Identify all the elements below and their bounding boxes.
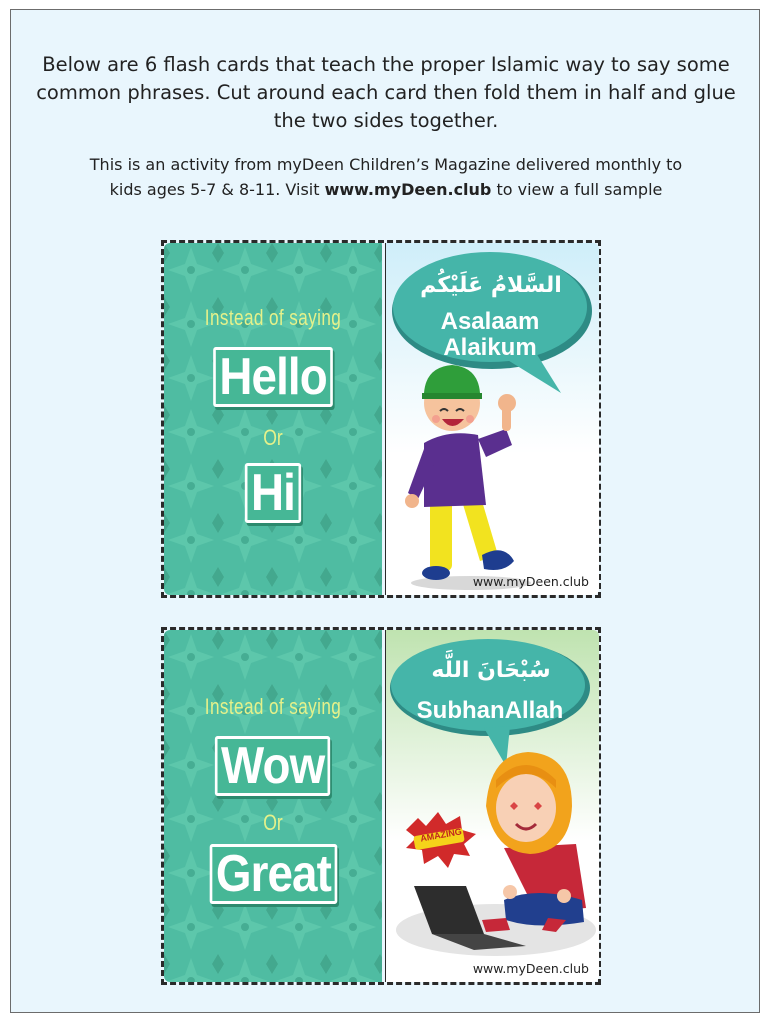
star-pattern-background: [164, 630, 382, 982]
sub-line-2-post: to view a full sample: [491, 180, 663, 199]
word-great: Great: [164, 844, 382, 904]
site-credit: www.myDeen.club: [472, 961, 589, 976]
flash-card-wow: [161, 627, 601, 985]
site-credit: www.myDeen.club: [472, 574, 589, 589]
intro-line-2: common phrases. Cut around each card then fold them in half and glue: [36, 81, 736, 104]
or-label: Or: [263, 810, 283, 835]
card-front-panel: [164, 630, 382, 982]
intro-line-3: the two sides together.: [273, 109, 499, 132]
instead-label: Instead of saying: [204, 305, 342, 330]
card-back-panel: [385, 630, 599, 982]
instead-label: Instead of saying: [204, 694, 342, 719]
sub-line-2-pre: kids ages 5-7 & 8-11. Visit: [109, 180, 325, 199]
star-pattern-background: [164, 243, 382, 595]
word-hi: Hi: [164, 463, 382, 523]
phrase-line-1: Asalaam: [440, 308, 540, 335]
card-back-panel: [385, 243, 599, 595]
amazing-badge: AMAZING: [419, 826, 463, 844]
phrase-line-2: Alaikum: [443, 334, 537, 361]
card-front-panel: [164, 243, 382, 595]
sub-line-2: [11, 177, 761, 202]
website-link[interactable]: www.myDeen.club: [324, 180, 492, 199]
intro-text: [11, 51, 761, 135]
or-label: Or: [263, 425, 283, 450]
word-wow: Wow: [164, 736, 382, 796]
sub-line-1: This is an activity from myDeen Children’s Magazine delivered monthly to: [89, 155, 683, 174]
intro-line-1: Below are 6 flash cards that teach the proper Islamic way to say some: [42, 53, 730, 76]
worksheet-page: [10, 9, 760, 1013]
sub-text: [11, 152, 761, 202]
word-hello: Hello: [164, 347, 382, 407]
flash-card-hello: [161, 240, 601, 598]
arabic-phrase: سُبْحَانَ اللَّه: [431, 658, 551, 683]
arabic-phrase: السَّلامُ عَلَيْكُم: [420, 273, 562, 298]
phrase-line-1: SubhanAllah: [416, 697, 564, 724]
